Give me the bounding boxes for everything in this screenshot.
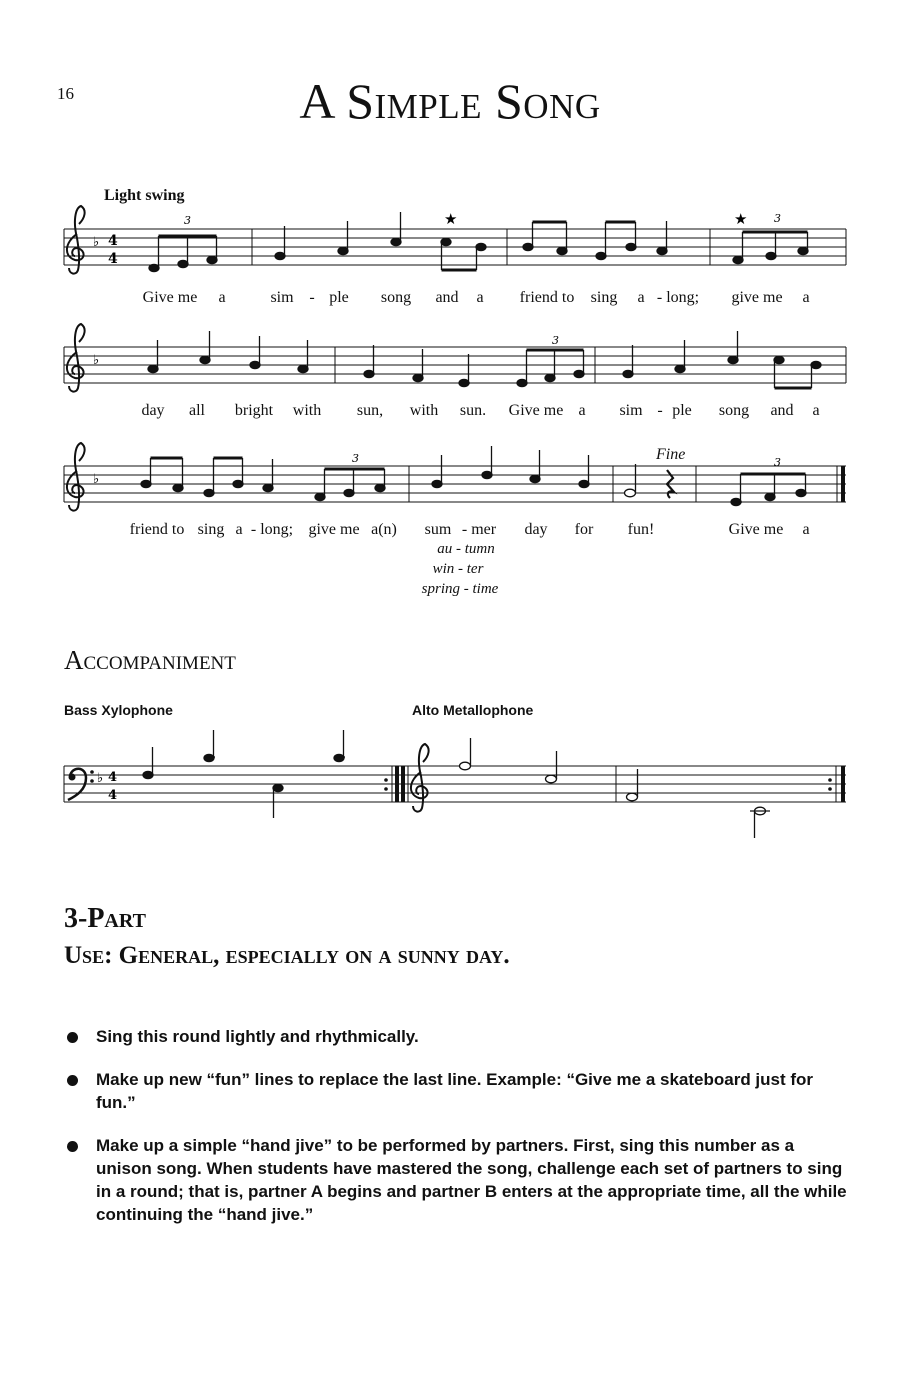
alt-verse-autumn: au - tumn <box>437 541 495 557</box>
parts-heading: 3-Part <box>64 903 146 934</box>
instrument-bass-xylophone: Bass Xylophone <box>64 702 173 718</box>
bullet-icon <box>67 1075 78 1086</box>
svg-text:★: ★ <box>444 210 458 228</box>
instructions-list <box>64 1025 854 1246</box>
svg-text:3: 3 <box>774 456 781 469</box>
svg-text:3: 3 <box>184 214 191 227</box>
svg-text:★: ★ <box>734 210 748 228</box>
tempo-marking: Light swing <box>104 187 185 204</box>
accompaniment-heading: Accompaniment <box>64 645 236 675</box>
instrument-alto-metallophone: Alto Metallophone <box>412 702 534 718</box>
alt-verse-springtime: spring - time <box>421 581 499 597</box>
use-heading: Use: General, especially on a sunny day. <box>64 942 510 969</box>
staff-line-3 <box>64 466 846 502</box>
svg-text:3: 3 <box>552 334 559 347</box>
list-item: Sing this round lightly and rhythmically. <box>64 1025 854 1048</box>
staff-line-2 <box>64 347 846 383</box>
svg-text:3: 3 <box>774 212 781 225</box>
page-number: 16 <box>57 84 74 103</box>
accompaniment-staff <box>64 766 846 802</box>
svg-text:4: 4 <box>108 233 118 249</box>
svg-text:3: 3 <box>352 452 359 465</box>
svg-text:4: 4 <box>108 251 118 267</box>
svg-text:♭: ♭ <box>93 235 100 250</box>
staff-line-1 <box>64 229 846 265</box>
alt-verse-winter: win - ter <box>432 561 484 577</box>
svg-text:♭: ♭ <box>93 472 100 487</box>
list-item: Make up new “fun” lines to replace the last line. Example: “Give me a skateboard just for fun.” <box>64 1068 854 1114</box>
svg-text:♭: ♭ <box>93 353 100 368</box>
bullet-icon <box>67 1032 78 1043</box>
treble-clef-icon <box>67 206 85 274</box>
page-title: A Simple Song <box>299 73 601 129</box>
svg-text:4: 4 <box>108 770 118 785</box>
fine-marking: Fine <box>656 446 686 463</box>
bullet-icon <box>67 1141 78 1152</box>
svg-text:4: 4 <box>108 788 118 803</box>
svg-text:♭: ♭ <box>97 771 104 786</box>
list-item: Make up a simple “hand jive” to be performed by partners. First, sing this number as a unison song. When students have mastered the song, challenge each set of partners to sing in a round; that is, partner A begins and partner B enters at the appropriate time, all the while continuing the “hand jive.” <box>64 1134 854 1226</box>
notes-line-1 <box>149 212 808 272</box>
